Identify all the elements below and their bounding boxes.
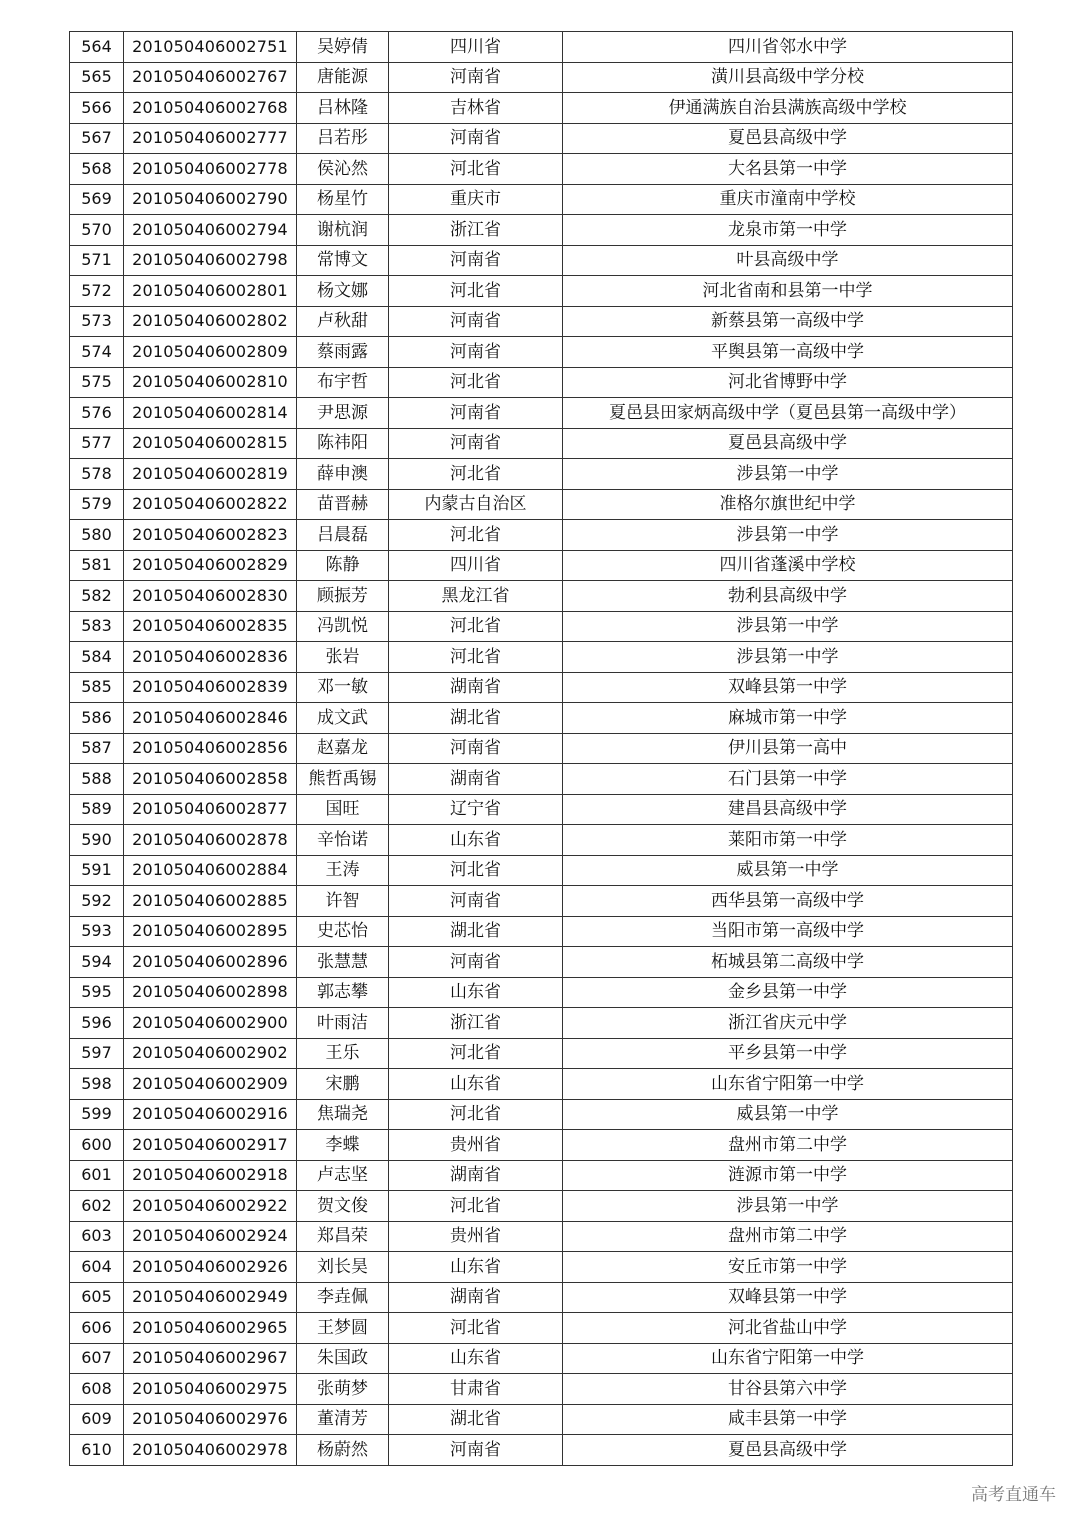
province-cell: 吉林省 xyxy=(389,93,563,124)
student-name-cell: 国旺 xyxy=(297,794,389,825)
row-number-cell: 584 xyxy=(70,642,124,673)
school-cell: 威县第一中学 xyxy=(563,1099,1013,1130)
table-row xyxy=(70,1069,1013,1100)
student-name-cell: 陈静 xyxy=(297,550,389,581)
student-name-cell: 李垚佩 xyxy=(297,1282,389,1313)
province-cell: 湖南省 xyxy=(389,672,563,703)
school-cell: 柘城县第二高级中学 xyxy=(563,947,1013,978)
student-name-cell: 侯沁然 xyxy=(297,154,389,185)
student-name-cell: 唐能源 xyxy=(297,62,389,93)
exam-id-cell: 201050406002767 xyxy=(124,62,297,93)
student-name-cell: 宋鹏 xyxy=(297,1069,389,1100)
row-number-cell: 582 xyxy=(70,581,124,612)
table-row xyxy=(70,1313,1013,1344)
province-cell: 山东省 xyxy=(389,1252,563,1283)
exam-id-cell: 201050406002815 xyxy=(124,428,297,459)
province-cell: 河南省 xyxy=(389,306,563,337)
school-cell: 莱阳市第一中学 xyxy=(563,825,1013,856)
province-cell: 河北省 xyxy=(389,1313,563,1344)
row-number-cell: 596 xyxy=(70,1008,124,1039)
exam-id-cell: 201050406002926 xyxy=(124,1252,297,1283)
province-cell: 湖北省 xyxy=(389,916,563,947)
row-number-cell: 605 xyxy=(70,1282,124,1313)
school-cell: 咸丰县第一中学 xyxy=(563,1404,1013,1435)
exam-id-cell: 201050406002823 xyxy=(124,520,297,551)
table-row xyxy=(70,276,1013,307)
row-number-cell: 608 xyxy=(70,1374,124,1405)
row-number-cell: 599 xyxy=(70,1099,124,1130)
school-cell: 勃利县高级中学 xyxy=(563,581,1013,612)
student-name-cell: 辛怡诺 xyxy=(297,825,389,856)
student-name-cell: 王梦圆 xyxy=(297,1313,389,1344)
table-row xyxy=(70,1343,1013,1374)
table-row xyxy=(70,1282,1013,1313)
province-cell: 山东省 xyxy=(389,977,563,1008)
province-cell: 四川省 xyxy=(389,550,563,581)
exam-id-cell: 201050406002751 xyxy=(124,32,297,63)
exam-id-cell: 201050406002810 xyxy=(124,367,297,398)
school-cell: 浙江省庆元中学 xyxy=(563,1008,1013,1039)
exam-id-cell: 201050406002967 xyxy=(124,1343,297,1374)
table-row xyxy=(70,703,1013,734)
province-cell: 甘肃省 xyxy=(389,1374,563,1405)
table-row xyxy=(70,123,1013,154)
province-cell: 河南省 xyxy=(389,337,563,368)
student-name-cell: 杨蔚然 xyxy=(297,1435,389,1466)
exam-id-cell: 201050406002900 xyxy=(124,1008,297,1039)
student-name-cell: 成文武 xyxy=(297,703,389,734)
province-cell: 河南省 xyxy=(389,428,563,459)
row-number-cell: 593 xyxy=(70,916,124,947)
row-number-cell: 610 xyxy=(70,1435,124,1466)
student-name-cell: 赵嘉龙 xyxy=(297,733,389,764)
province-cell: 河北省 xyxy=(389,459,563,490)
province-cell: 河北省 xyxy=(389,1191,563,1222)
table-row xyxy=(70,642,1013,673)
row-number-cell: 602 xyxy=(70,1191,124,1222)
school-cell: 四川省邻水中学 xyxy=(563,32,1013,63)
exam-id-cell: 201050406002885 xyxy=(124,886,297,917)
row-number-cell: 588 xyxy=(70,764,124,795)
school-cell: 山东省宁阳第一中学 xyxy=(563,1343,1013,1374)
school-cell: 准格尔旗世纪中学 xyxy=(563,489,1013,520)
row-number-cell: 609 xyxy=(70,1404,124,1435)
school-cell: 四川省蓬溪中学校 xyxy=(563,550,1013,581)
school-cell: 甘谷县第六中学 xyxy=(563,1374,1013,1405)
table-row xyxy=(70,93,1013,124)
exam-id-cell: 201050406002846 xyxy=(124,703,297,734)
exam-id-cell: 201050406002768 xyxy=(124,93,297,124)
table-row xyxy=(70,947,1013,978)
student-name-cell: 尹思源 xyxy=(297,398,389,429)
row-number-cell: 601 xyxy=(70,1160,124,1191)
table-row xyxy=(70,1191,1013,1222)
school-cell: 河北省南和县第一中学 xyxy=(563,276,1013,307)
province-cell: 河南省 xyxy=(389,947,563,978)
province-cell: 河北省 xyxy=(389,642,563,673)
exam-id-cell: 201050406002835 xyxy=(124,611,297,642)
province-cell: 河南省 xyxy=(389,245,563,276)
table-row xyxy=(70,245,1013,276)
row-number-cell: 591 xyxy=(70,855,124,886)
watermark-text: 高考直通车 xyxy=(971,1485,1056,1505)
exam-id-cell: 201050406002976 xyxy=(124,1404,297,1435)
row-number-cell: 600 xyxy=(70,1130,124,1161)
student-name-cell: 谢杭润 xyxy=(297,215,389,246)
table-row xyxy=(70,154,1013,185)
student-name-cell: 吴婷倩 xyxy=(297,32,389,63)
province-cell: 山东省 xyxy=(389,1069,563,1100)
province-cell: 浙江省 xyxy=(389,1008,563,1039)
school-cell: 麻城市第一中学 xyxy=(563,703,1013,734)
row-number-cell: 586 xyxy=(70,703,124,734)
school-cell: 新蔡县第一高级中学 xyxy=(563,306,1013,337)
student-name-cell: 贺文俊 xyxy=(297,1191,389,1222)
student-name-cell: 焦瑞尧 xyxy=(297,1099,389,1130)
table-row xyxy=(70,337,1013,368)
row-number-cell: 594 xyxy=(70,947,124,978)
school-cell: 大名县第一中学 xyxy=(563,154,1013,185)
student-name-cell: 许智 xyxy=(297,886,389,917)
exam-id-cell: 201050406002790 xyxy=(124,184,297,215)
table-row xyxy=(70,428,1013,459)
table-row xyxy=(70,489,1013,520)
province-cell: 湖北省 xyxy=(389,703,563,734)
table-row xyxy=(70,733,1013,764)
student-name-cell: 吕晨磊 xyxy=(297,520,389,551)
school-cell: 涉县第一中学 xyxy=(563,1191,1013,1222)
row-number-cell: 581 xyxy=(70,550,124,581)
student-name-cell: 杨星竹 xyxy=(297,184,389,215)
exam-id-cell: 201050406002839 xyxy=(124,672,297,703)
province-cell: 河南省 xyxy=(389,123,563,154)
school-cell: 夏邑县田家炳高级中学（夏邑县第一高级中学） xyxy=(563,398,1013,429)
table-row xyxy=(70,550,1013,581)
exam-id-cell: 201050406002819 xyxy=(124,459,297,490)
row-number-cell: 575 xyxy=(70,367,124,398)
row-number-cell: 598 xyxy=(70,1069,124,1100)
province-cell: 河南省 xyxy=(389,62,563,93)
school-cell: 夏邑县高级中学 xyxy=(563,1435,1013,1466)
row-number-cell: 572 xyxy=(70,276,124,307)
province-cell: 河北省 xyxy=(389,276,563,307)
exam-id-cell: 201050406002918 xyxy=(124,1160,297,1191)
table-row xyxy=(70,459,1013,490)
admission-list-table xyxy=(69,31,1013,1466)
school-cell: 龙泉市第一中学 xyxy=(563,215,1013,246)
school-cell: 伊川县第一高中 xyxy=(563,733,1013,764)
province-cell: 山东省 xyxy=(389,1343,563,1374)
province-cell: 重庆市 xyxy=(389,184,563,215)
table-row xyxy=(70,398,1013,429)
school-cell: 夏邑县高级中学 xyxy=(563,123,1013,154)
student-name-cell: 蔡雨露 xyxy=(297,337,389,368)
school-cell: 金乡县第一中学 xyxy=(563,977,1013,1008)
row-number-cell: 579 xyxy=(70,489,124,520)
student-name-cell: 叶雨洁 xyxy=(297,1008,389,1039)
school-cell: 平舆县第一高级中学 xyxy=(563,337,1013,368)
province-cell: 河南省 xyxy=(389,886,563,917)
province-cell: 浙江省 xyxy=(389,215,563,246)
row-number-cell: 576 xyxy=(70,398,124,429)
exam-id-cell: 201050406002965 xyxy=(124,1313,297,1344)
student-name-cell: 陈祎阳 xyxy=(297,428,389,459)
row-number-cell: 570 xyxy=(70,215,124,246)
exam-id-cell: 201050406002916 xyxy=(124,1099,297,1130)
table-row xyxy=(70,1160,1013,1191)
province-cell: 河南省 xyxy=(389,733,563,764)
exam-id-cell: 201050406002858 xyxy=(124,764,297,795)
exam-id-cell: 201050406002898 xyxy=(124,977,297,1008)
province-cell: 河北省 xyxy=(389,154,563,185)
row-number-cell: 606 xyxy=(70,1313,124,1344)
province-cell: 湖南省 xyxy=(389,1282,563,1313)
row-number-cell: 569 xyxy=(70,184,124,215)
row-number-cell: 568 xyxy=(70,154,124,185)
student-name-cell: 吕林隆 xyxy=(297,93,389,124)
table-row xyxy=(70,62,1013,93)
table-row xyxy=(70,764,1013,795)
school-cell: 建昌县高级中学 xyxy=(563,794,1013,825)
table-row xyxy=(70,1008,1013,1039)
row-number-cell: 589 xyxy=(70,794,124,825)
exam-id-cell: 201050406002822 xyxy=(124,489,297,520)
student-name-cell: 朱国政 xyxy=(297,1343,389,1374)
row-number-cell: 564 xyxy=(70,32,124,63)
student-name-cell: 布宇哲 xyxy=(297,367,389,398)
exam-id-cell: 201050406002836 xyxy=(124,642,297,673)
row-number-cell: 583 xyxy=(70,611,124,642)
province-cell: 湖北省 xyxy=(389,1404,563,1435)
table-row xyxy=(70,1038,1013,1069)
row-number-cell: 571 xyxy=(70,245,124,276)
school-cell: 盘州市第二中学 xyxy=(563,1221,1013,1252)
exam-id-cell: 201050406002917 xyxy=(124,1130,297,1161)
row-number-cell: 565 xyxy=(70,62,124,93)
student-name-cell: 王乐 xyxy=(297,1038,389,1069)
province-cell: 黑龙江省 xyxy=(389,581,563,612)
exam-id-cell: 201050406002830 xyxy=(124,581,297,612)
exam-id-cell: 201050406002877 xyxy=(124,794,297,825)
table-row xyxy=(70,1221,1013,1252)
province-cell: 内蒙古自治区 xyxy=(389,489,563,520)
table-row xyxy=(70,916,1013,947)
exam-id-cell: 201050406002777 xyxy=(124,123,297,154)
school-cell: 双峰县第一中学 xyxy=(563,1282,1013,1313)
province-cell: 河北省 xyxy=(389,1038,563,1069)
student-name-cell: 郭志攀 xyxy=(297,977,389,1008)
exam-id-cell: 201050406002978 xyxy=(124,1435,297,1466)
row-number-cell: 592 xyxy=(70,886,124,917)
school-cell: 威县第一中学 xyxy=(563,855,1013,886)
school-cell: 夏邑县高级中学 xyxy=(563,428,1013,459)
province-cell: 河南省 xyxy=(389,1435,563,1466)
exam-id-cell: 201050406002975 xyxy=(124,1374,297,1405)
province-cell: 河北省 xyxy=(389,1099,563,1130)
school-cell: 涉县第一中学 xyxy=(563,611,1013,642)
student-name-cell: 薛申澳 xyxy=(297,459,389,490)
row-number-cell: 590 xyxy=(70,825,124,856)
table-row xyxy=(70,306,1013,337)
school-cell: 双峰县第一中学 xyxy=(563,672,1013,703)
student-name-cell: 张岩 xyxy=(297,642,389,673)
student-name-cell: 卢秋甜 xyxy=(297,306,389,337)
exam-id-cell: 201050406002949 xyxy=(124,1282,297,1313)
school-cell: 河北省盐山中学 xyxy=(563,1313,1013,1344)
province-cell: 贵州省 xyxy=(389,1221,563,1252)
school-cell: 涉县第一中学 xyxy=(563,459,1013,490)
student-name-cell: 常博文 xyxy=(297,245,389,276)
school-cell: 山东省宁阳第一中学 xyxy=(563,1069,1013,1100)
exam-id-cell: 201050406002794 xyxy=(124,215,297,246)
table-row xyxy=(70,32,1013,63)
table-row xyxy=(70,855,1013,886)
school-cell: 平乡县第一中学 xyxy=(563,1038,1013,1069)
row-number-cell: 577 xyxy=(70,428,124,459)
table-row xyxy=(70,367,1013,398)
exam-id-cell: 201050406002856 xyxy=(124,733,297,764)
exam-id-cell: 201050406002809 xyxy=(124,337,297,368)
row-number-cell: 607 xyxy=(70,1343,124,1374)
table-row xyxy=(70,1099,1013,1130)
student-name-cell: 刘长昊 xyxy=(297,1252,389,1283)
province-cell: 四川省 xyxy=(389,32,563,63)
exam-id-cell: 201050406002814 xyxy=(124,398,297,429)
table-row xyxy=(70,977,1013,1008)
table-row xyxy=(70,1252,1013,1283)
row-number-cell: 597 xyxy=(70,1038,124,1069)
exam-id-cell: 201050406002895 xyxy=(124,916,297,947)
student-name-cell: 冯凯悦 xyxy=(297,611,389,642)
province-cell: 山东省 xyxy=(389,825,563,856)
row-number-cell: 603 xyxy=(70,1221,124,1252)
school-cell: 涉县第一中学 xyxy=(563,520,1013,551)
student-name-cell: 邓一敏 xyxy=(297,672,389,703)
exam-id-cell: 201050406002902 xyxy=(124,1038,297,1069)
province-cell: 河南省 xyxy=(389,398,563,429)
row-number-cell: 585 xyxy=(70,672,124,703)
student-name-cell: 卢志坚 xyxy=(297,1160,389,1191)
student-name-cell: 史芯怡 xyxy=(297,916,389,947)
student-name-cell: 董清芳 xyxy=(297,1404,389,1435)
exam-id-cell: 201050406002829 xyxy=(124,550,297,581)
table-row xyxy=(70,1404,1013,1435)
table-row xyxy=(70,215,1013,246)
province-cell: 湖南省 xyxy=(389,764,563,795)
table-row xyxy=(70,520,1013,551)
exam-id-cell: 201050406002798 xyxy=(124,245,297,276)
school-cell: 涟源市第一中学 xyxy=(563,1160,1013,1191)
student-name-cell: 吕若彤 xyxy=(297,123,389,154)
table-row xyxy=(70,825,1013,856)
table-body xyxy=(70,32,1013,1466)
school-cell: 伊通满族自治县满族高级中学校 xyxy=(563,93,1013,124)
province-cell: 贵州省 xyxy=(389,1130,563,1161)
student-name-cell: 张萌梦 xyxy=(297,1374,389,1405)
exam-id-cell: 201050406002884 xyxy=(124,855,297,886)
school-cell: 石门县第一中学 xyxy=(563,764,1013,795)
table-row xyxy=(70,1435,1013,1466)
table-row xyxy=(70,794,1013,825)
school-cell: 潢川县高级中学分校 xyxy=(563,62,1013,93)
student-name-cell: 顾振芳 xyxy=(297,581,389,612)
school-cell: 重庆市潼南中学校 xyxy=(563,184,1013,215)
row-number-cell: 604 xyxy=(70,1252,124,1283)
student-name-cell: 李蝶 xyxy=(297,1130,389,1161)
province-cell: 湖南省 xyxy=(389,1160,563,1191)
table-row xyxy=(70,886,1013,917)
row-number-cell: 573 xyxy=(70,306,124,337)
row-number-cell: 587 xyxy=(70,733,124,764)
exam-id-cell: 201050406002801 xyxy=(124,276,297,307)
student-name-cell: 杨文娜 xyxy=(297,276,389,307)
school-cell: 安丘市第一中学 xyxy=(563,1252,1013,1283)
exam-id-cell: 201050406002878 xyxy=(124,825,297,856)
exam-id-cell: 201050406002909 xyxy=(124,1069,297,1100)
student-name-cell: 郑昌荣 xyxy=(297,1221,389,1252)
exam-id-cell: 201050406002896 xyxy=(124,947,297,978)
province-cell: 辽宁省 xyxy=(389,794,563,825)
row-number-cell: 580 xyxy=(70,520,124,551)
student-name-cell: 熊哲禹锡 xyxy=(297,764,389,795)
school-cell: 西华县第一高级中学 xyxy=(563,886,1013,917)
exam-id-cell: 201050406002778 xyxy=(124,154,297,185)
table-row xyxy=(70,1374,1013,1405)
row-number-cell: 567 xyxy=(70,123,124,154)
province-cell: 河北省 xyxy=(389,611,563,642)
province-cell: 河北省 xyxy=(389,367,563,398)
school-cell: 河北省博野中学 xyxy=(563,367,1013,398)
row-number-cell: 574 xyxy=(70,337,124,368)
school-cell: 盘州市第二中学 xyxy=(563,1130,1013,1161)
table-row xyxy=(70,611,1013,642)
row-number-cell: 595 xyxy=(70,977,124,1008)
student-name-cell: 张慧慧 xyxy=(297,947,389,978)
student-name-cell: 苗晋赫 xyxy=(297,489,389,520)
table-row xyxy=(70,672,1013,703)
school-cell: 涉县第一中学 xyxy=(563,642,1013,673)
table-row xyxy=(70,184,1013,215)
row-number-cell: 578 xyxy=(70,459,124,490)
student-name-cell: 王涛 xyxy=(297,855,389,886)
province-cell: 河北省 xyxy=(389,520,563,551)
table-row xyxy=(70,1130,1013,1161)
school-cell: 叶县高级中学 xyxy=(563,245,1013,276)
exam-id-cell: 201050406002922 xyxy=(124,1191,297,1222)
exam-id-cell: 201050406002802 xyxy=(124,306,297,337)
exam-id-cell: 201050406002924 xyxy=(124,1221,297,1252)
row-number-cell: 566 xyxy=(70,93,124,124)
province-cell: 河北省 xyxy=(389,855,563,886)
table-row xyxy=(70,581,1013,612)
school-cell: 当阳市第一高级中学 xyxy=(563,916,1013,947)
